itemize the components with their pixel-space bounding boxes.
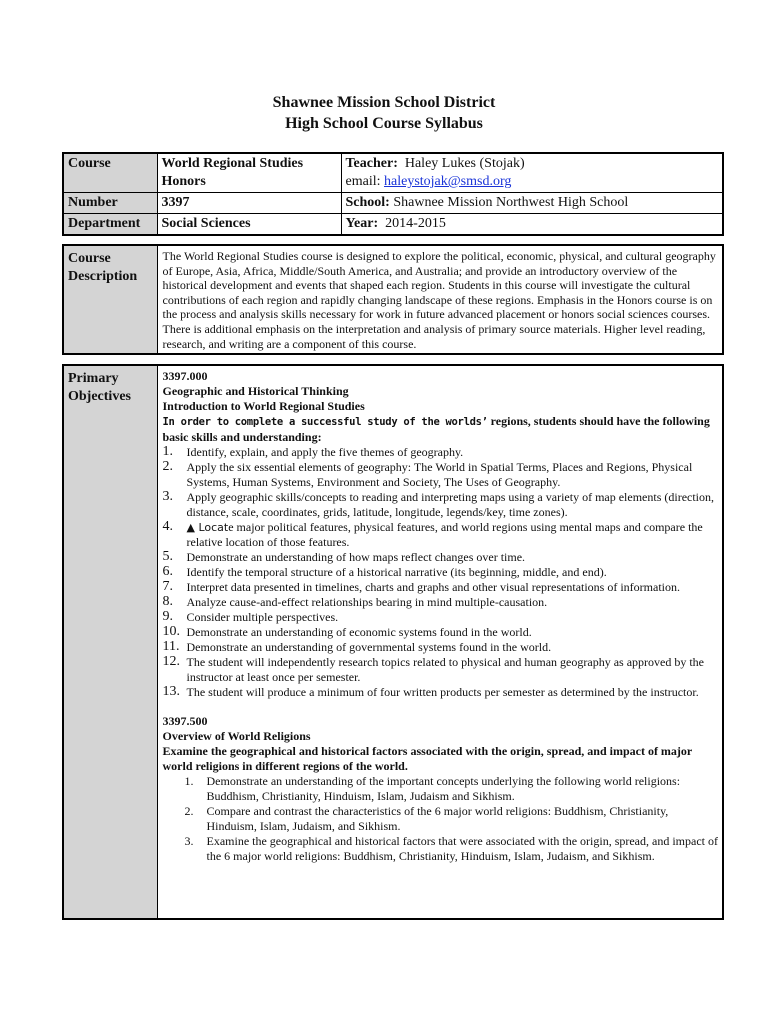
year-value: 2014-2015 (385, 216, 446, 231)
department-value: Social Sciences (157, 214, 341, 236)
list-item: 11. Demonstrate an understanding of governmental systems found in the world. (162, 639, 552, 654)
section2-lead: Examine the geographical and historical factors associated with the origin, spread, and impact of major world religions in different regions of the world. (162, 744, 693, 773)
list-item: 2. Apply the six essential elements of geography: The World in Spatial Terms, Places and Regions, Physical Systems, Human Systems, Environment and Society, The Uses of Geography. (162, 459, 693, 489)
number-value: 3397 (157, 193, 341, 214)
section1-lead-part2: regions, students should have the following basic skills and understanding: (162, 414, 710, 444)
list-item: 2. Compare and contrast the characteristics of the 6 major world religions: Buddhism, Christianity, Hinduism, Islam, Judaism, and Sikhism. (184, 804, 669, 833)
list-item: 8. Analyze cause-and-effect relationships bearing in mind multiple-causation. (162, 594, 548, 609)
list-item: 12. The student will independently research topics related to physical and human geography as approved by the instructor at least once per semester. (162, 654, 705, 684)
section1-code: 3397.000 (162, 369, 208, 383)
school-value: Shawnee Mission Northwest High School (393, 195, 629, 210)
course-name-line1: World Regional Studies (161, 156, 304, 171)
department-label: Department (63, 214, 157, 236)
page-title (0, 92, 768, 134)
description-label-line2: Description (68, 269, 138, 284)
list-item: 1. Identify, explain, and apply the five themes of geography. (162, 444, 464, 459)
objectives-content (157, 365, 723, 919)
course-description-table (62, 244, 724, 355)
section1-lead-part1: In order to complete a successful study of the worlds’ (162, 416, 488, 428)
district-title: Shawnee Mission School District (272, 94, 496, 111)
list-item: 9. Consider multiple perspectives. (162, 609, 339, 624)
section1-lead (163, 414, 719, 445)
list-item: 13. The student will produce a minimum of four written products per semester as determined by the instructor. (162, 684, 699, 699)
list-item: 4. ▲ Locate major political features, physical features, and world regions using mental maps and compare the relative location of those features. (162, 519, 703, 549)
description-label-line1: Course (68, 251, 111, 266)
objectives-label (63, 365, 157, 919)
list-item: 5. Demonstrate an understanding of how maps reflect changes over time. (162, 549, 526, 564)
teacher-label: Teacher: (345, 156, 398, 171)
section2-title: Overview of World Religions (162, 729, 311, 743)
school-cell (341, 193, 723, 214)
description-label (63, 245, 157, 354)
email-label: email: (345, 174, 381, 189)
list-item: 1. Demonstrate an understanding of the important concepts underlying the following world religions: Buddhism, Christianity, Hinduism, Islam, Judaism and Sikhism. (184, 774, 681, 803)
section2-list (163, 774, 719, 864)
number-label: Number (63, 193, 157, 214)
teacher-value: Haley Lukes (Stojak) (404, 156, 525, 171)
syllabus-title: High School Course Syllabus (285, 115, 483, 132)
list-item: 7. Interpret data presented in timelines, charts and graphs and other visual representations of information. (162, 579, 681, 594)
year-cell (341, 214, 723, 236)
description-text: The World Regional Studies course is designed to explore the political, economic, physical, and cultural geography of Europe, Asia, Africa, Middle/South America, and Australia; and provide an introductory overview of the historical development and events that shaped each region. Students in this course will investigate the cultural contributions of each region and rapidly changing landscape of these regions. Emphasis in the Honors course is on the process and analysis skills necessary for work in future advanced placement or honors social sciences courses. There is additional emphasis on the interpretation and analysis of primary source materials. Higher level reading, research, and writing are a component of this course. (157, 245, 723, 354)
section2-code: 3397.500 (162, 714, 208, 728)
objectives-label-line1: Primary (68, 371, 119, 386)
section1-subtitle: Introduction to World Regional Studies (162, 399, 365, 413)
school-label: School: (345, 195, 390, 210)
objectives-label-line2: Objectives (68, 389, 131, 404)
email-link[interactable]: haleystojak@smsd.org (384, 174, 512, 189)
course-value (157, 153, 341, 193)
primary-objectives-table (62, 364, 724, 920)
teacher-cell (341, 153, 723, 193)
course-name-line2: Honors (161, 174, 206, 189)
list-item: 3. Apply geographic skills/concepts to reading and interpreting maps using a variety of map elements (direction, distance, scale, coordinates, grids, latitude, longitude, legends/key, time zones). (162, 489, 715, 519)
list-item: 3. Examine the geographical and historical factors that were associated with the origin, spread, and impact of the 6 major world religions: Buddhism, Christianity, Hinduism, Islam, Judaism, and Sikhism. (184, 834, 718, 863)
year-label: Year: (345, 216, 379, 231)
section1-title: Geographic and Historical Thinking (162, 384, 349, 398)
triangle-icon: ▲ Locat (186, 521, 229, 534)
section1-list (163, 445, 719, 700)
course-info-table (62, 152, 724, 236)
list-item: 6. Identify the temporal structure of a historical narrative (its beginning, middle, and end). (162, 564, 607, 579)
course-label: Course (63, 153, 157, 193)
list-item: 10. Demonstrate an understanding of economic systems found in the world. (162, 624, 532, 639)
